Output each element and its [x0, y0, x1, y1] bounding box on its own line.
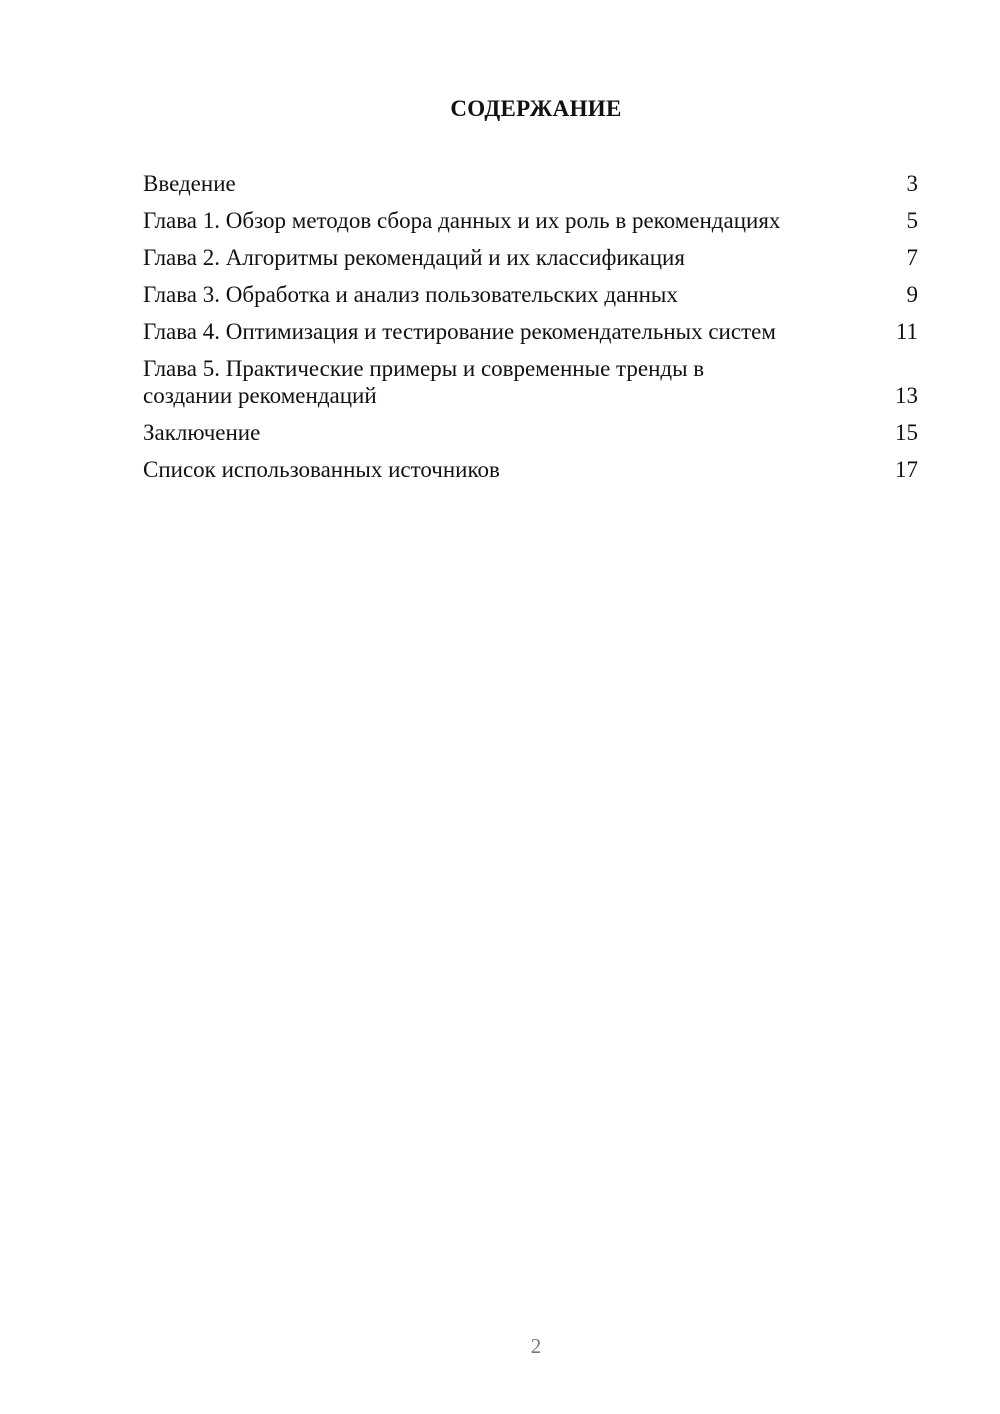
toc-entry-text: Заключение [143, 420, 261, 445]
toc-entry-page: 5 [906, 208, 918, 233]
page-number: 2 [530, 1334, 542, 1358]
toc-entry-text: Глава 1. Обзор методов сбора данных и их роль в рекомендациях [143, 208, 781, 233]
toc-entry-references [143, 456, 918, 483]
table-of-contents [143, 170, 918, 493]
toc-entry-chapter-4 [143, 318, 918, 345]
toc-entry-page: 7 [906, 245, 918, 270]
toc-entry-chapter-2 [143, 244, 918, 271]
toc-entry-introduction [143, 170, 918, 197]
toc-entry-page: 15 [895, 420, 918, 445]
toc-entry-text: Глава 2. Алгоритмы рекомендаций и их классификация [143, 245, 685, 270]
toc-entry-text: Список использованных источников [143, 457, 500, 482]
toc-entry-page: 9 [906, 282, 918, 307]
toc-entry-page: 11 [895, 319, 918, 344]
toc-entry-text: Глава 3. Обработка и анализ пользовательских данных [143, 282, 678, 307]
toc-entry-text: Введение [143, 171, 236, 196]
toc-entry-conclusion [143, 419, 918, 446]
toc-entry-page: 3 [906, 171, 918, 196]
toc-entry-text: Глава 4. Оптимизация и тестирование рекомендательных систем [143, 319, 776, 344]
toc-entry-chapter-1 [143, 207, 918, 234]
toc-entry-chapter-5 [143, 355, 918, 409]
page-title: СОДЕРЖАНИЕ [450, 96, 622, 121]
toc-entry-page: 13 [895, 383, 918, 408]
toc-entry-chapter-3 [143, 281, 918, 308]
toc-entry-text: Глава 5. Практические примеры и современные тренды в создании рекомендаций [143, 356, 705, 408]
toc-entry-page: 17 [895, 457, 918, 482]
